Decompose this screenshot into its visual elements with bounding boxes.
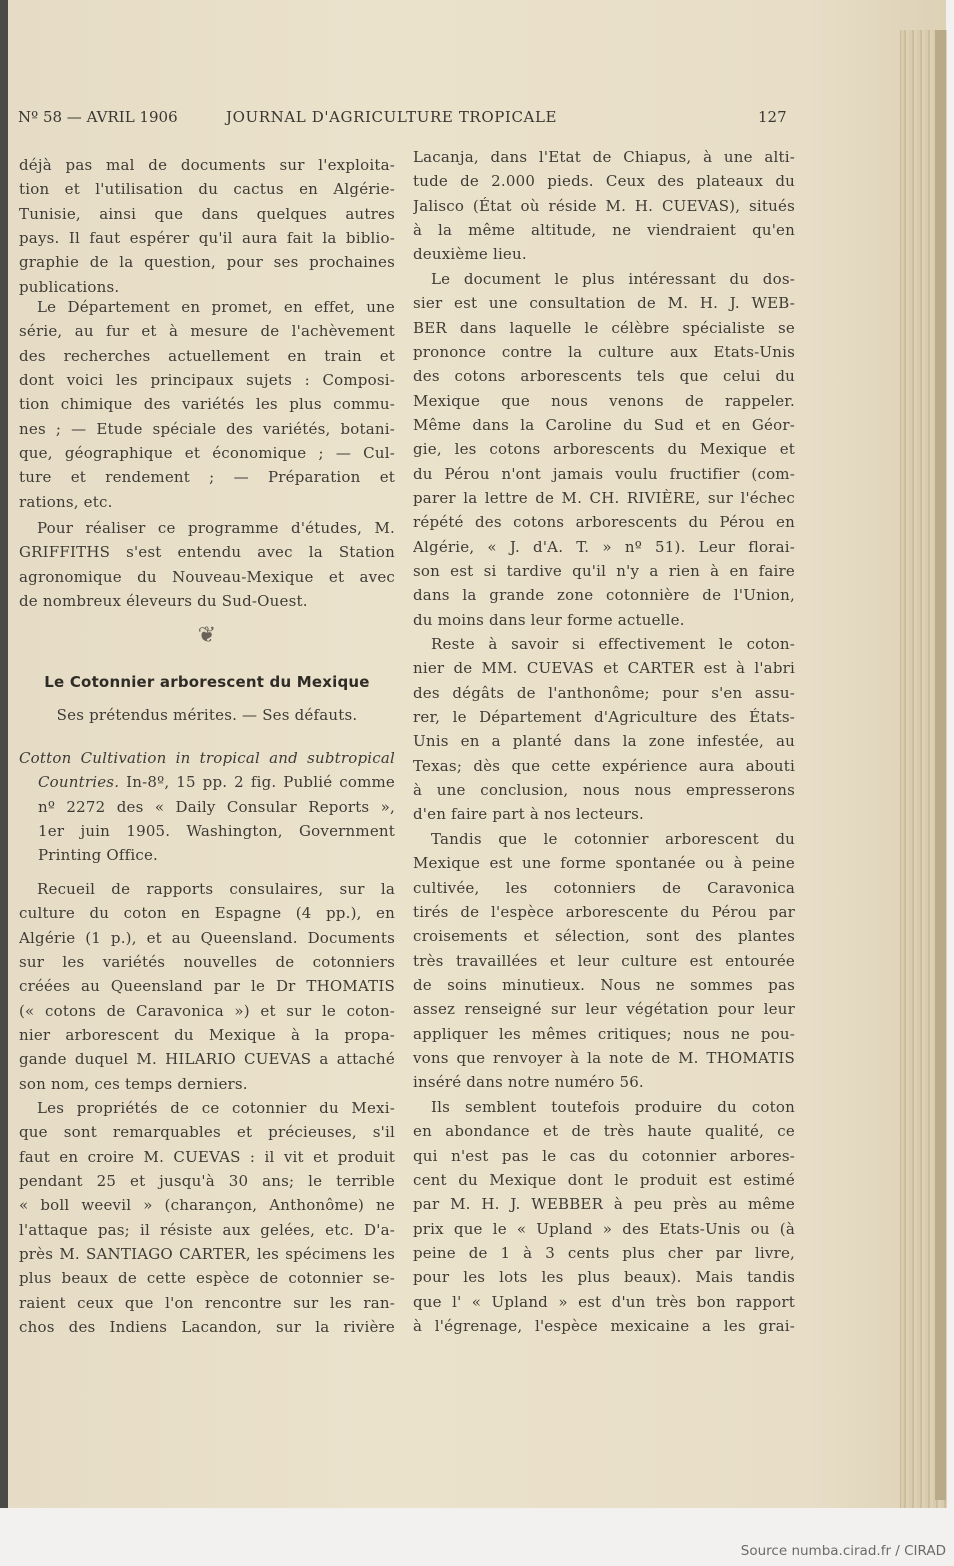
text-line: culture du coton en Espagne (4 pp.), en	[19, 904, 395, 923]
text-line: Mexique que nous venons de rappeler.	[413, 391, 795, 410]
text-line: pendant 25 et jusqu'à 30 ans; le terrible	[19, 1172, 395, 1191]
text-line: Jalisco (État où réside M. H. CUEVAS), situés	[413, 196, 795, 215]
text-line: gande duquel M. HILARIO CUEVAS a attaché	[19, 1050, 395, 1069]
bibliographic-citation	[19, 746, 395, 868]
page-number: 127	[758, 108, 787, 126]
paragraph	[413, 1095, 795, 1338]
text-line: de soins minutieux. Nous ne sommes pas	[413, 976, 795, 995]
text-line: BER dans laquelle le célèbre spécialiste se	[413, 318, 795, 337]
text-line: sier est une consultation de M. H. J. WEB-	[413, 294, 795, 313]
paragraph	[19, 153, 395, 299]
text-line: des dégâts de l'anthonôme; pour s'en assu-	[413, 683, 795, 702]
text-line: près M. SANTIAGO CARTER, les spécimens les	[19, 1245, 395, 1264]
text-line: par M. H. J. WEBBER à peu près au même	[413, 1195, 795, 1214]
text-line: tion et l'utilisation du cactus en Algérie-	[19, 180, 395, 199]
article-subheading: Ses prétendus mérites. — Ses défauts.	[56, 706, 358, 724]
text-line: à une conclusion, nous nous empresserons	[413, 781, 795, 800]
text-line: déjà pas mal de documents sur l'exploita-	[19, 156, 395, 174]
running-header	[18, 108, 788, 132]
text-line: tude de 2.000 pieds. Ceux des plateaux du	[413, 172, 795, 191]
text-line: que, géographique et économique ; — Cul-	[19, 444, 395, 463]
text-line: des recherches actuellement en train et	[19, 346, 395, 365]
text-line: très travaillées et leur culture est entourée	[413, 951, 795, 970]
text-line: Même dans la Caroline du Sud et en Géor-	[413, 416, 795, 435]
text-line: graphie de la question, pour ses prochaines	[19, 253, 395, 272]
paragraph	[19, 295, 395, 514]
text-line: créées au Queensland par le Dr THOMATIS	[19, 977, 395, 996]
text-line: faut en croire M. CUEVAS : il vit et produit	[19, 1147, 395, 1166]
text-line: parer la lettre de M. CH. RIVIÈRE, sur l'échec	[413, 489, 795, 508]
text-line: Le document le plus intéressant du dos-	[431, 270, 795, 288]
ornament-fleuron: ❦	[197, 623, 217, 648]
text-line: Pour réaliser ce programme d'études, M.	[37, 519, 395, 537]
text-line: Algérie (1 p.), et au Queensland. Documents	[19, 928, 395, 947]
text-line: vons que renvoyer à la note de M. THOMATIS	[413, 1049, 795, 1068]
text-line: dont voici les principaux sujets : Composi-	[19, 371, 395, 390]
text-line: ture et rendement ; — Préparation et	[19, 468, 395, 487]
left-column	[19, 153, 395, 1343]
paragraph	[19, 877, 395, 1096]
text-line: agronomique du Nouveau-Mexique et avec	[19, 567, 395, 586]
text-line: peine de 1 à 3 cents plus cher par livre,	[413, 1244, 795, 1263]
right-column	[413, 145, 795, 1345]
text-line: croisements et sélection, sont des plantes	[413, 927, 795, 946]
text-line: sur les variétés nouvelles de cotonniers	[19, 953, 395, 972]
text-line: nier arborescent du Mexique à la propa-	[19, 1026, 395, 1045]
text-line: inséré dans notre numéro 56.	[413, 1073, 644, 1092]
text-line: chos des Indiens Lacandon, sur la rivière	[19, 1318, 395, 1337]
text-line: Texas; dès que cette expérience aura abouti	[413, 756, 795, 775]
text-line: « boll weevil » (charançon, Anthonôme) ne	[19, 1196, 395, 1215]
source-credit: Source numba.cirad.fr / CIRAD	[740, 1543, 946, 1559]
text-line: pays. Il faut espérer qu'il aura fait la biblio-	[19, 229, 395, 248]
citation-line	[19, 770, 395, 794]
text-line: Reste à savoir si effectivement le coton-	[431, 635, 795, 653]
citation-details: In-8º, 15 pp. 2 fig. Publié comme	[119, 773, 395, 792]
text-line: qui n'est pas le cas du cotonnier arbores-	[413, 1146, 795, 1165]
text-line: publications.	[19, 277, 120, 296]
citation-line: Printing Office.	[38, 846, 159, 865]
text-line: nes ; — Etude spéciale des variétés, botani-	[19, 419, 395, 438]
text-line: cultivée, les cotonniers de Caravonica	[413, 878, 795, 897]
text-line: nier de MM. CUEVAS et CARTER est à l'abri	[413, 659, 795, 678]
text-line: d'en faire part à nos lecteurs.	[413, 805, 644, 824]
text-line: à la même altitude, ne viendraient qu'en	[413, 221, 795, 240]
text-line: Le Département en promet, en effet, une	[37, 298, 395, 316]
journal-title: JOURNAL D'AGRICULTURE TROPICALE	[226, 108, 558, 126]
text-line: GRIFFITHS s'est entendu avec la Station	[19, 543, 395, 562]
text-line: pour les lots les plus beaux). Mais tandis	[413, 1268, 795, 1287]
paragraph	[413, 827, 795, 1095]
text-line: du moins dans leur forme actuelle.	[413, 610, 685, 629]
text-line: série, au fur et à mesure de l'achèvement	[19, 322, 395, 341]
text-line: raient ceux que l'on rencontre sur les ran-	[19, 1293, 395, 1312]
paragraph	[19, 1096, 395, 1339]
issue-date: Nº 58 — AVRIL 1906	[18, 108, 178, 126]
text-line: Unis en a planté dans la zone infestée, au	[413, 732, 795, 751]
text-line: cent du Mexique dont le produit est estimé	[413, 1171, 795, 1190]
text-line: tirés de l'espèce arborescente du Pérou par	[413, 903, 795, 922]
text-line: rer, le Département d'Agriculture des États-	[413, 708, 795, 727]
text-line: Tandis que le cotonnier arborescent du	[431, 830, 795, 848]
text-line: Mexique est une forme spontanée ou à peine	[413, 854, 795, 873]
text-line: son est si tardive qu'il n'y a rien à en faire	[413, 562, 795, 581]
text-line: en abondance et de très haute qualité, ce	[413, 1122, 795, 1141]
text-line: Les propriétés de ce cotonnier du Mexi-	[37, 1099, 395, 1117]
article-heading: Le Cotonnier arborescent du Mexique	[44, 673, 370, 691]
citation-line: Cotton Cultivation in tropical and subtropical	[19, 749, 395, 767]
text-line: appliquer les mêmes critiques; nous ne pou-	[413, 1024, 795, 1043]
text-line: que sont remarquables et précieuses, s'il	[19, 1123, 395, 1142]
text-line: assez renseigné sur leur végétation pour leur	[413, 1000, 795, 1019]
text-line: que l' « Upland » est d'un très bon rapport	[413, 1292, 795, 1311]
binding-edge	[0, 0, 8, 1508]
text-line: répété des cotons arborescents du Pérou en	[413, 513, 795, 532]
text-line: prononce contre la culture aux Etats-Unis	[413, 343, 795, 362]
text-line: gie, les cotons arborescents du Mexique et	[413, 440, 795, 459]
text-line: (« cotons de Caravonica ») et sur le coton-	[19, 1001, 395, 1020]
text-line: rations, etc.	[19, 492, 113, 511]
text-line: deuxième lieu.	[413, 245, 527, 264]
paragraph	[413, 145, 795, 267]
text-line: prix que le « Upland » des Etats-Unis ou (à	[413, 1219, 795, 1238]
text-line: tion chimique des variétés les plus commu-	[19, 395, 395, 414]
citation-line: nº 2272 des « Daily Consular Reports »,	[38, 797, 395, 816]
text-line: Ils semblent toutefois produire du coton	[431, 1098, 795, 1116]
text-line: Algérie, « J. d'A. T. » nº 51). Leur florai-	[413, 537, 795, 556]
text-line: Lacanja, dans l'Etat de Chiapus, à une alti-	[413, 148, 795, 166]
text-line: l'attaque pas; il résiste aux gelées, etc. D'a-	[19, 1220, 395, 1239]
paragraph	[413, 632, 795, 827]
text-line: de nombreux éleveurs du Sud-Ouest.	[19, 592, 308, 611]
text-line: à l'égrenage, l'espèce mexicaine a les grai-	[413, 1317, 795, 1336]
paragraph	[19, 516, 395, 613]
citation-line: 1er juin 1905. Washington, Government	[38, 822, 395, 841]
text-line: des cotons arborescents tels que celui du	[413, 367, 795, 386]
page-edges-shadow	[935, 30, 946, 1500]
paragraph	[413, 267, 795, 632]
citation-title: Countries.	[38, 773, 120, 792]
text-line: plus beaux de cette espèce de cotonnier se-	[19, 1269, 395, 1288]
text-line: dans la grande zone cotonnière de l'Union,	[413, 586, 795, 605]
text-line: son nom, ces temps derniers.	[19, 1074, 248, 1093]
text-line: Recueil de rapports consulaires, sur la	[37, 880, 395, 898]
text-line: du Pérou n'ont jamais voulu fructifier (com-	[413, 464, 795, 483]
text-line: Tunisie, ainsi que dans quelques autres	[19, 204, 395, 223]
